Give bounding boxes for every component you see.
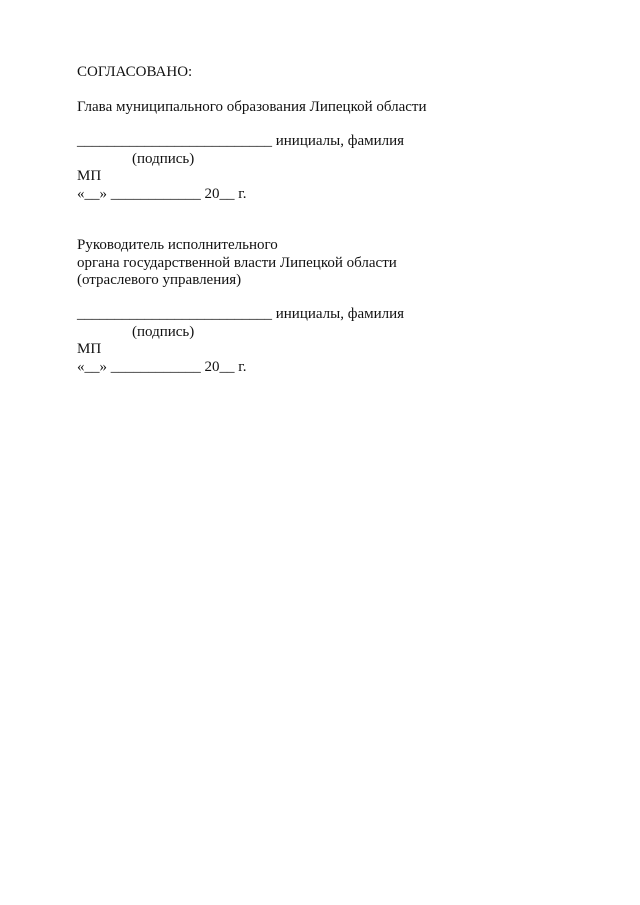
date-line: «__» ____________ 20__ г. — [77, 186, 247, 202]
signature-line: __________________________ инициалы, фамилия — [77, 306, 405, 322]
agreed-heading: СОГЛАСОВАНО: — [77, 64, 193, 80]
date-line: «__» ____________ 20__ г. — [77, 359, 247, 375]
position-title: Глава муниципального образования Липецкой области — [77, 99, 427, 115]
signature-caption: (подпись) — [132, 151, 195, 167]
signature-line: __________________________ инициалы, фамилия — [77, 133, 405, 149]
stamp-label: МП — [77, 168, 102, 184]
signature-caption: (подпись) — [132, 324, 195, 340]
stamp-label: МП — [77, 341, 102, 357]
position-title-line-2: органа государственной власти Липецкой области — [77, 255, 397, 271]
position-title-line-1: Руководитель исполнительного — [77, 237, 278, 253]
position-title-line-3: (отраслевого управления) — [77, 272, 242, 288]
